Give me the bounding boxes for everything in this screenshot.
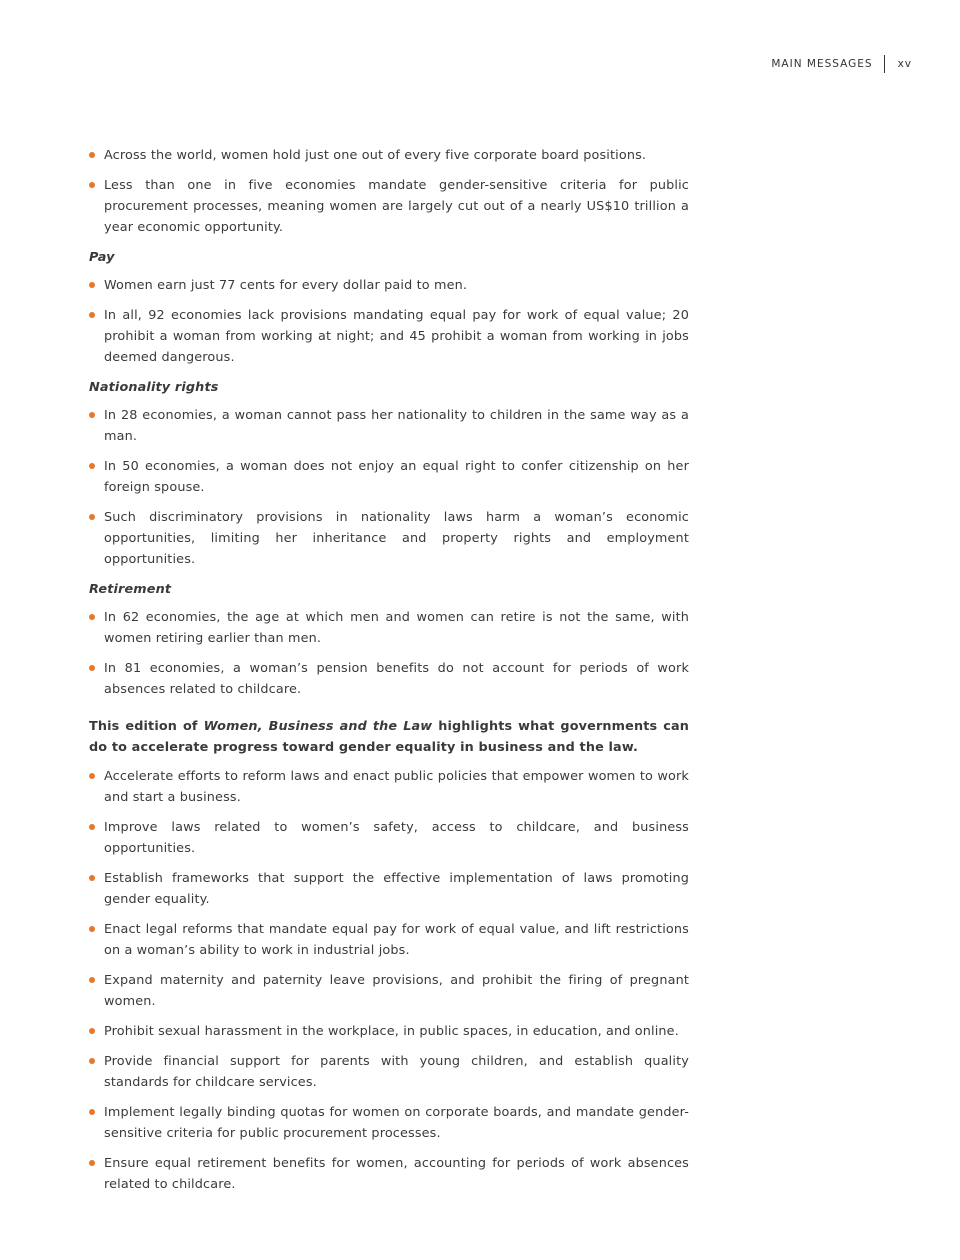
list-item <box>89 507 689 570</box>
list-item <box>89 1153 689 1195</box>
list-item <box>89 275 689 296</box>
bullet-text: In all, 92 economies lack provisions mandating equal pay for work of equal value; 20 prohibit a woman from working at night; and 45 prohibit a woman from working in jobs deemed dangerous. <box>104 308 689 365</box>
bullet-icon <box>89 463 95 469</box>
bullet-icon <box>89 182 95 188</box>
list-item <box>89 1021 689 1042</box>
bullet-text: Expand maternity and paternity leave provisions, and prohibit the firing of pregnant women. <box>104 973 689 1009</box>
bullet-text: In 50 economies, a woman does not enjoy an equal right to confer citizenship on her foreign spouse. <box>104 459 689 495</box>
subheading-nationality: Nationality rights <box>89 380 219 395</box>
bullet-icon <box>89 1109 95 1115</box>
main-content <box>89 145 689 1204</box>
bullet-text: Prohibit sexual harassment in the workplace, in public spaces, in education, and online. <box>104 1024 679 1039</box>
edition-prefix: This edition of <box>89 719 204 734</box>
list-item <box>89 607 689 649</box>
bullet-icon <box>89 875 95 881</box>
bullet-text: In 81 economies, a woman’s pension benefits do not account for periods of work absences related to childcare. <box>104 661 689 697</box>
edition-suffix: highlights what governments can do to accelerate progress toward gender equality in business and the law. <box>89 719 689 755</box>
bullet-text: Enact legal reforms that mandate equal pay for work of equal value, and lift restrictions on a woman’s ability to work in industrial jobs. <box>104 922 689 958</box>
bullet-text: Establish frameworks that support the effective implementation of laws promoting gender equality. <box>104 871 689 907</box>
bullet-icon <box>89 312 95 318</box>
bullet-icon <box>89 152 95 158</box>
bullet-icon <box>89 614 95 620</box>
list-item <box>89 658 689 700</box>
bullet-text: In 28 economies, a woman cannot pass her nationality to children in the same way as a man. <box>104 408 689 444</box>
bullet-icon <box>89 977 95 983</box>
bullet-icon <box>89 1058 95 1064</box>
retirement-bullet-list <box>89 607 689 700</box>
bullet-icon <box>89 1028 95 1034</box>
bullet-text: Across the world, women hold just one out of every five corporate board positions. <box>104 148 647 163</box>
bullet-text: Such discriminatory provisions in nationality laws harm a woman’s economic opportunities, limiting her inheritance and property rights and employment opportunities. <box>104 510 689 567</box>
bullet-text: Improve laws related to women’s safety, access to childcare, and business opportunities. <box>104 820 689 856</box>
bullet-icon <box>89 412 95 418</box>
intro-bullet-list <box>89 145 689 238</box>
bullet-icon <box>89 514 95 520</box>
recommendations-list <box>89 766 689 1195</box>
edition-title: Women, Business and the Law <box>203 719 433 734</box>
list-item <box>89 145 689 166</box>
subheading-pay: Pay <box>89 250 115 265</box>
bullet-icon <box>89 282 95 288</box>
bullet-text: Women earn just 77 cents for every dollar paid to men. <box>104 278 468 293</box>
bullet-icon <box>89 665 95 671</box>
bullet-text: Accelerate efforts to reform laws and enact public policies that empower women to work and start a business. <box>104 769 689 805</box>
bullet-text: Implement legally binding quotas for women on corporate boards, and mandate gender-sensitive criteria for public procurement processes. <box>104 1105 689 1141</box>
bullet-icon <box>89 773 95 779</box>
bullet-text: In 62 economies, the age at which men and women can retire is not the same, with women retiring earlier than men. <box>104 610 689 646</box>
list-item <box>89 1051 689 1093</box>
running-header <box>771 55 912 73</box>
list-item <box>89 405 689 447</box>
pay-bullet-list <box>89 275 689 368</box>
page-number: xv <box>897 58 912 70</box>
bullet-text: Less than one in five economies mandate gender-sensitive criteria for public procurement processes, meaning women are largely cut out of a nearly US$10 trillion a year economic opportunity. <box>104 178 689 235</box>
list-item <box>89 817 689 859</box>
nationality-bullet-list <box>89 405 689 570</box>
edition-intro <box>89 716 689 758</box>
bullet-icon <box>89 824 95 830</box>
subheading-retirement: Retirement <box>89 582 172 597</box>
bullet-text: Provide financial support for parents with young children, and establish quality standards for childcare services. <box>104 1054 689 1090</box>
list-item <box>89 970 689 1012</box>
list-item <box>89 456 689 498</box>
list-item <box>89 766 689 808</box>
list-item <box>89 305 689 368</box>
section-title: MAIN MESSAGES <box>771 58 873 70</box>
bullet-icon <box>89 1160 95 1166</box>
bullet-icon <box>89 926 95 932</box>
list-item <box>89 175 689 238</box>
list-item <box>89 919 689 961</box>
list-item <box>89 1102 689 1144</box>
bullet-text: Ensure equal retirement benefits for women, accounting for periods of work absences related to childcare. <box>104 1156 689 1192</box>
list-item <box>89 868 689 910</box>
